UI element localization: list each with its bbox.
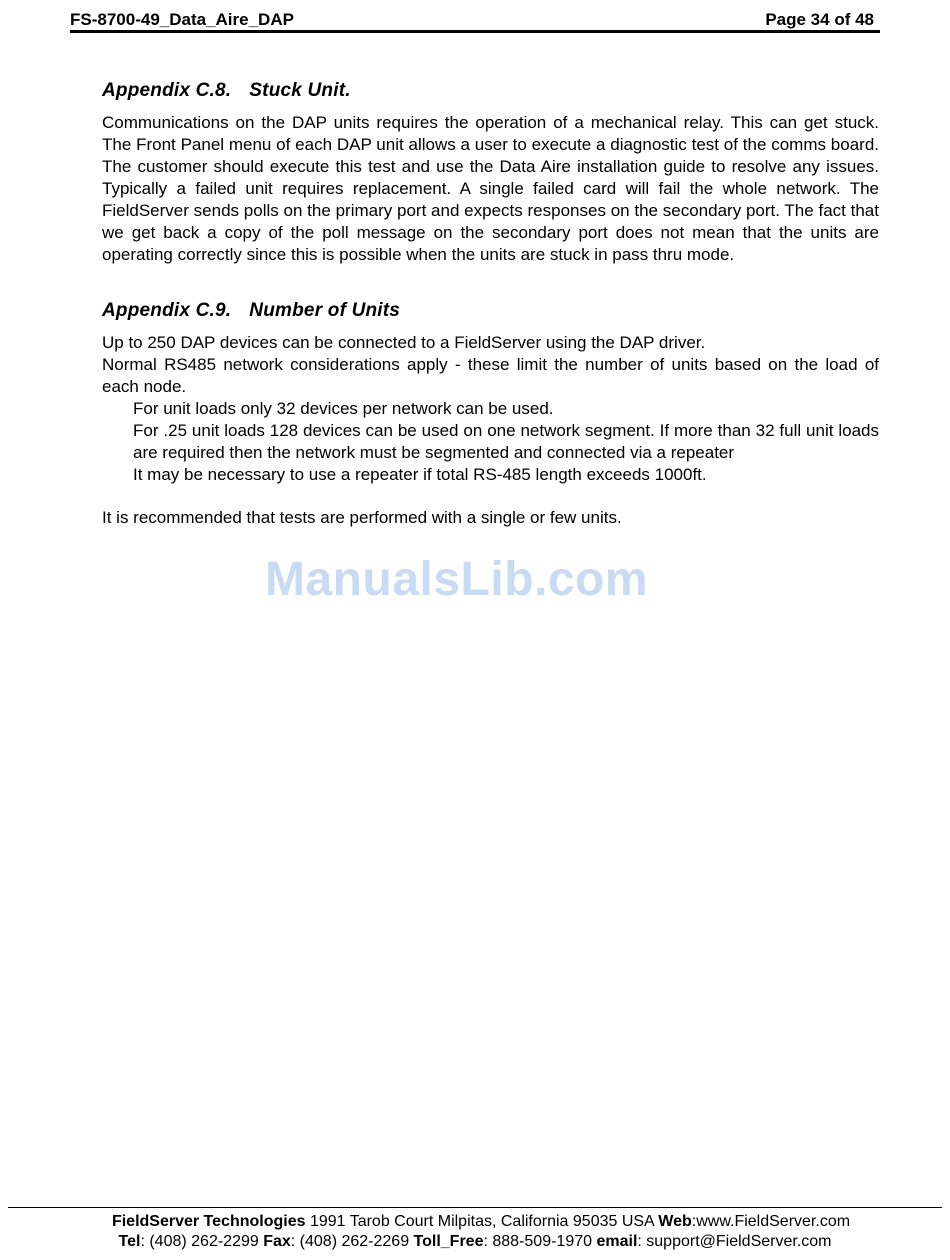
page-header — [70, 8, 880, 33]
paragraph: Up to 250 DAP devices can be connected to a FieldServer using the DAP driver. — [102, 333, 706, 352]
footer-line-address — [8, 1212, 942, 1232]
page-content — [102, 80, 879, 529]
paragraph: Normal RS485 network considerations apply - these limit the number of units based on the load of each node. — [102, 355, 879, 396]
footer-line-contact — [8, 1232, 942, 1252]
section-title: Stuck Unit. — [249, 80, 351, 101]
list-item: For unit loads only 32 devices per network can be used. — [133, 399, 554, 418]
section-number-of-units — [102, 300, 879, 529]
section-heading — [102, 300, 879, 322]
list-item: It may be necessary to use a repeater if total RS-485 length exceeds 1000ft. — [133, 465, 707, 484]
address: 1991 Tarob Court Milpitas, California 95035 USA — [305, 1213, 659, 1230]
paragraph: It is recommended that tests are performed with a single or few units. — [102, 508, 622, 527]
tel-value: : (408) 262-2299 — [140, 1233, 264, 1250]
section-body: Communications on the DAP units requires the operation of a mechanical relay. This can get stuck. The Front Panel menu of each DAP unit allows a user to execute a diagnostic test of the comms board. The customer should execute this test and use the Data Aire installation guide to resolve any issues. Typically a failed unit requires replacement. A single failed card will fail the whole network. The FieldServer sends polls on the primary port and expects responses on the secondary port. The fact that we get back a copy of the poll message on the secondary port does not mean that the units are operating correctly since this is possible when the units are stuck in pass thru mode. — [102, 113, 879, 264]
email-label: email — [596, 1233, 638, 1250]
list-item: For .25 unit loads 128 devices can be used on one network segment. If more than 32 full unit loads are required then the network must be segmented and connected via a repeater — [133, 421, 879, 462]
company-name: FieldServer Technologies — [111, 1213, 306, 1230]
tollfree-value: : 888-509-1970 — [483, 1233, 597, 1250]
web-value: :www.FieldServer.com — [691, 1213, 851, 1230]
email-value: : support@FieldServer.com — [637, 1233, 832, 1250]
section-number: Appendix C.8. — [102, 80, 232, 101]
tel-label: Tel — [118, 1233, 141, 1250]
section-number: Appendix C.9. — [102, 300, 232, 321]
fax-label: Fax — [263, 1233, 291, 1250]
section-heading — [102, 80, 879, 102]
tollfree-label: Toll_Free — [413, 1233, 484, 1250]
web-label: Web — [658, 1213, 692, 1230]
watermark: ManualsLib.com — [265, 553, 649, 606]
section-title: Number of Units — [249, 300, 401, 321]
page-number: Page 34 of 48 — [765, 10, 874, 29]
section-stuck-unit — [102, 80, 879, 266]
page-footer — [8, 1207, 942, 1252]
fax-value: : (408) 262-2269 — [290, 1233, 414, 1250]
document-id: FS-8700-49_Data_Aire_DAP — [70, 10, 294, 29]
